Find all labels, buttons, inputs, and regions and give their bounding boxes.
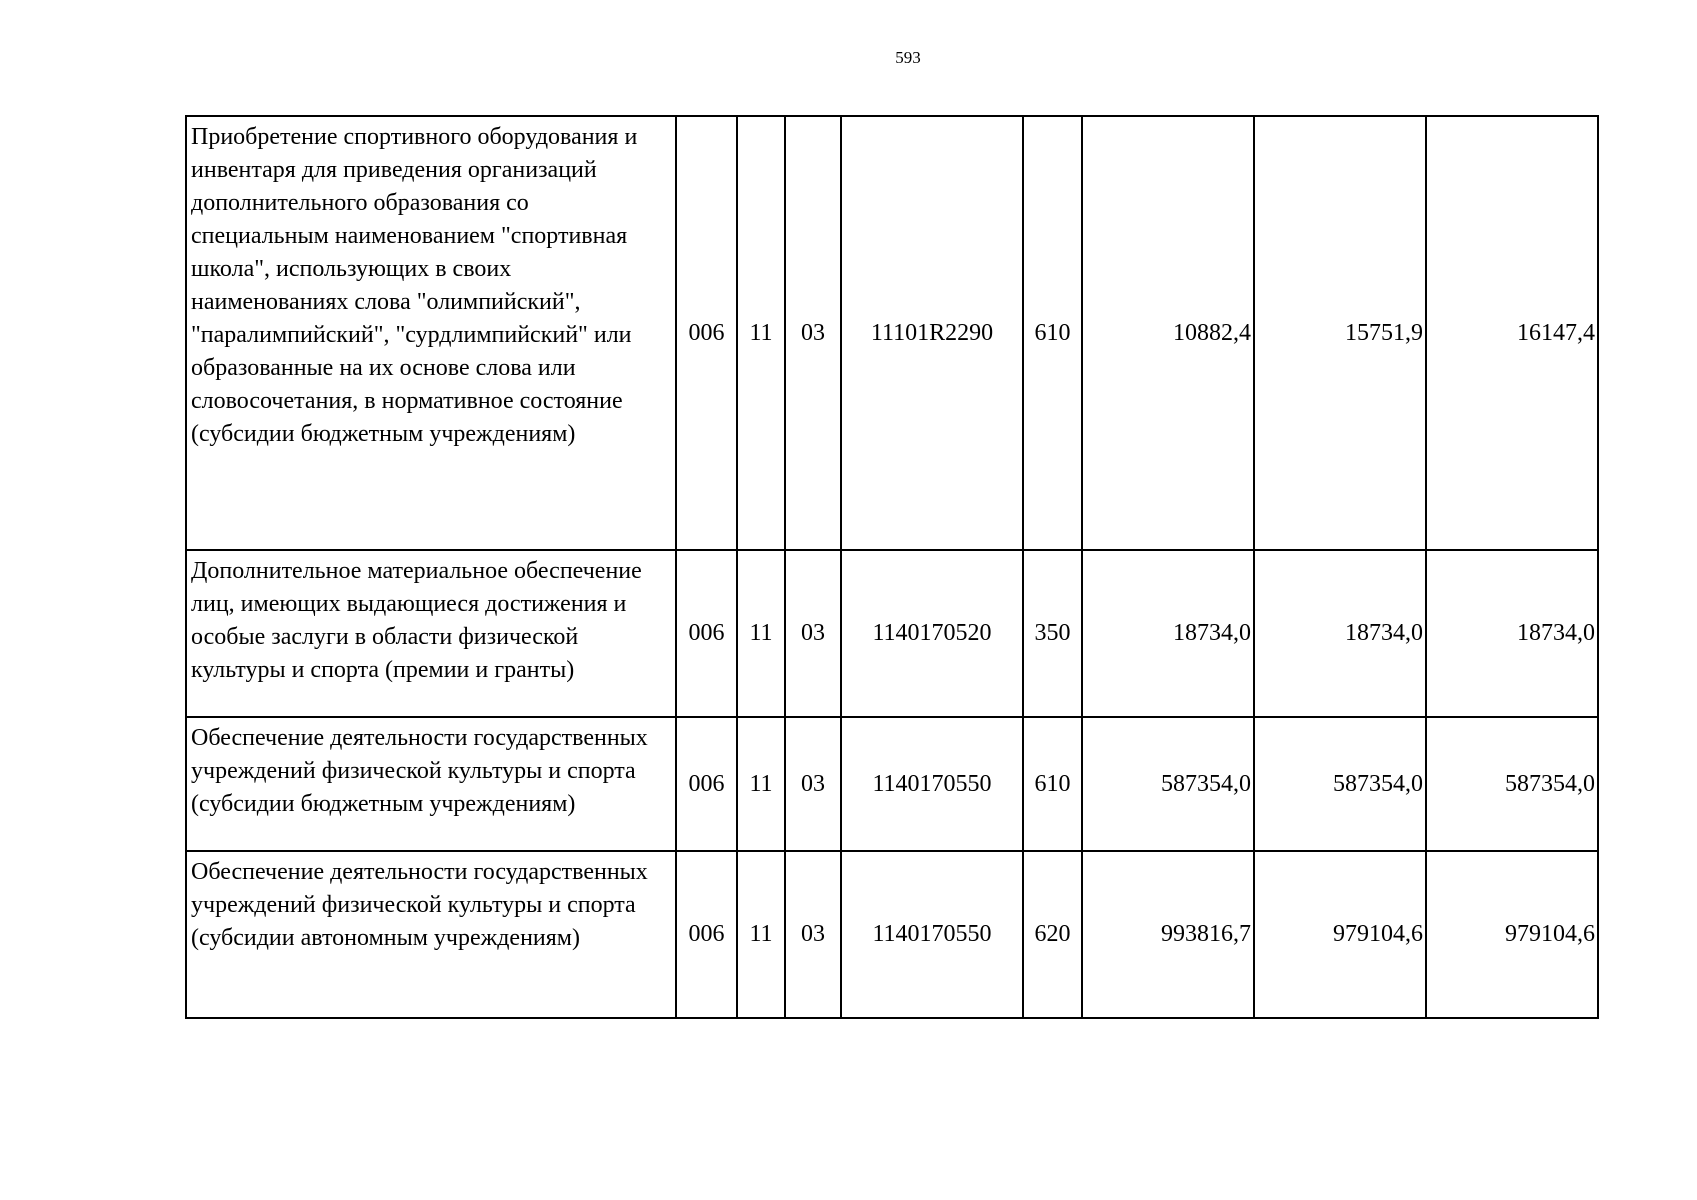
- ministry-code: 006: [676, 851, 737, 1018]
- target-article: 1140170520: [841, 550, 1023, 717]
- amount-3: 979104,6: [1426, 851, 1598, 1018]
- section-code: 11: [737, 851, 785, 1018]
- amount-1: 993816,7: [1082, 851, 1254, 1018]
- page-number: 593: [895, 48, 921, 67]
- amount-3: 16147,4: [1426, 116, 1598, 550]
- budget-table: [185, 115, 1599, 1019]
- ministry-code: 006: [676, 717, 737, 851]
- expense-type: 610: [1023, 717, 1082, 851]
- section-code: 11: [737, 116, 785, 550]
- table-row: [186, 851, 1598, 1018]
- amount-1: 587354,0: [1082, 717, 1254, 851]
- target-article: 1140170550: [841, 717, 1023, 851]
- row-name: Дополнительное материальное обеспечение лиц, имеющих выдающиеся достижения и особые заслуги в области физической культуры и спорта (премии и гранты): [186, 550, 676, 717]
- table-row: [186, 116, 1598, 550]
- amount-3: 18734,0: [1426, 550, 1598, 717]
- expense-type: 620: [1023, 851, 1082, 1018]
- amount-1: 10882,4: [1082, 116, 1254, 550]
- ministry-code: 006: [676, 550, 737, 717]
- row-name: Обеспечение деятельности государственных учреждений физической культуры и спорта (субсидии автономным учреждениям): [186, 851, 676, 1018]
- amount-2: 587354,0: [1254, 717, 1426, 851]
- section-code: 11: [737, 550, 785, 717]
- amount-2: 15751,9: [1254, 116, 1426, 550]
- row-name: Обеспечение деятельности государственных учреждений физической культуры и спорта (субсидии бюджетным учреждениям): [186, 717, 676, 851]
- expense-type: 610: [1023, 116, 1082, 550]
- target-article: 1140170550: [841, 851, 1023, 1018]
- subsection-code: 03: [785, 116, 841, 550]
- amount-2: 979104,6: [1254, 851, 1426, 1018]
- subsection-code: 03: [785, 851, 841, 1018]
- amount-3: 587354,0: [1426, 717, 1598, 851]
- subsection-code: 03: [785, 550, 841, 717]
- row-name: Приобретение спортивного оборудования и инвентаря для приведения организаций дополнительного образования со специальным наименованием "спортивная школа", использующих в своих наименованиях слова "олимпийский", "паралимпийский", "сурдлимпийский" или образованные на их основе слова или словосочетания, в нормативное состояние (субсидии бюджетным учреждениям): [186, 116, 676, 550]
- expense-type: 350: [1023, 550, 1082, 717]
- amount-2: 18734,0: [1254, 550, 1426, 717]
- ministry-code: 006: [676, 116, 737, 550]
- subsection-code: 03: [785, 717, 841, 851]
- target-article: 11101R2290: [841, 116, 1023, 550]
- section-code: 11: [737, 717, 785, 851]
- table-row: [186, 717, 1598, 851]
- table-row: [186, 550, 1598, 717]
- amount-1: 18734,0: [1082, 550, 1254, 717]
